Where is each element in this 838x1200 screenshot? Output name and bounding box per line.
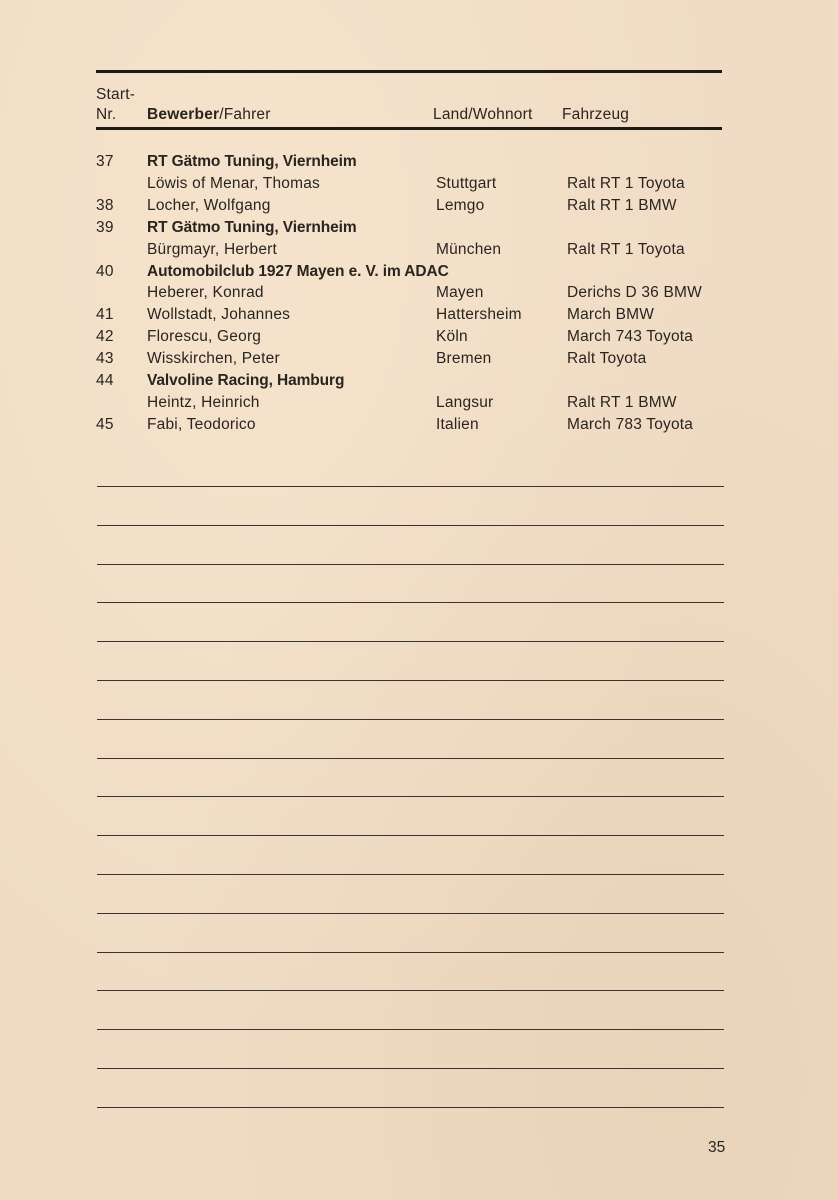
start-number: 45: [96, 415, 114, 433]
header-fahrer: /Fahrer: [219, 106, 271, 123]
header-fahrzeug: Fahrzeug: [562, 106, 630, 123]
entry-row: [0, 175, 838, 197]
entrant-team-row: [0, 153, 838, 175]
start-number: 40: [96, 262, 114, 280]
page-number: 35: [708, 1139, 726, 1156]
header-start-label: Start-: [96, 86, 136, 103]
start-number: 39: [96, 218, 114, 236]
start-number: 42: [96, 328, 114, 346]
writing-line: [97, 758, 724, 759]
driver-name: Fabi, Teodorico: [147, 415, 256, 433]
writing-line: [97, 913, 724, 914]
header-nr-label: Nr.: [96, 106, 117, 123]
writing-line: [97, 680, 724, 681]
driver-name: Bürgmayr, Herbert: [147, 240, 278, 258]
entrant-name: RT Gätmo Tuning, Viernheim: [147, 153, 357, 170]
writing-line: [97, 990, 724, 991]
start-number: 38: [96, 196, 114, 214]
driver-name: Heintz, Heinrich: [147, 393, 260, 411]
hometown: Bremen: [436, 350, 492, 368]
writing-line: [97, 602, 724, 603]
vehicle: Ralt RT 1 Toyota: [567, 174, 685, 192]
writing-line: [97, 525, 724, 526]
hometown: München: [436, 240, 502, 258]
start-number: 44: [96, 372, 114, 389]
vehicle: March BMW: [567, 306, 655, 324]
header-bewerber: Bewerber: [147, 106, 220, 123]
driver-name: Locher, Wolfgang: [147, 196, 271, 214]
header-land-wohnort: Land/Wohnort: [433, 106, 533, 123]
entry-row: [0, 197, 838, 219]
vehicle: Ralt RT 1 BMW: [567, 393, 677, 411]
entrant-team-row: [0, 372, 838, 394]
driver-name: Heberer, Konrad: [147, 284, 264, 302]
driver-name: Wollstadt, Johannes: [147, 306, 291, 324]
hometown: Italien: [436, 415, 479, 433]
hometown: Lemgo: [436, 196, 485, 214]
driver-name: Löwis of Menar, Thomas: [147, 174, 320, 192]
vehicle: Ralt Toyota: [567, 350, 647, 368]
writing-line: [97, 564, 724, 565]
hometown: Köln: [436, 328, 468, 346]
entrant-team-row: [0, 219, 838, 241]
writing-line: [97, 1107, 724, 1108]
writing-line: [97, 1068, 724, 1069]
writing-line: [97, 796, 724, 797]
driver-name: Florescu, Georg: [147, 328, 262, 346]
entrant-name: Automobilclub 1927 Mayen e. V. im ADAC: [147, 262, 449, 280]
writing-line: [97, 719, 724, 720]
entry-row: [0, 416, 838, 438]
hometown: Stuttgart: [436, 174, 497, 192]
entry-row: [0, 241, 838, 263]
hometown: Mayen: [436, 284, 484, 302]
entrant-name: RT Gätmo Tuning, Viernheim: [147, 218, 357, 236]
start-number: 37: [96, 153, 114, 170]
entrant-name: Valvoline Racing, Hamburg: [147, 372, 345, 389]
driver-name: Wisskirchen, Peter: [147, 350, 280, 368]
entry-row: [0, 394, 838, 416]
hometown: Langsur: [436, 393, 494, 411]
vehicle: Ralt RT 1 Toyota: [567, 240, 685, 258]
entry-row: [0, 306, 838, 328]
start-number: 41: [96, 306, 114, 324]
writing-line: [97, 952, 724, 953]
entry-row: [0, 328, 838, 350]
entry-row: [0, 350, 838, 372]
header-bewerber-fahrer: [147, 106, 271, 124]
entrant-team-row: [0, 263, 838, 285]
hometown: Hattersheim: [436, 306, 522, 324]
writing-line: [97, 874, 724, 875]
writing-line: [97, 1029, 724, 1030]
header-rule: [96, 127, 722, 130]
vehicle: March 783 Toyota: [567, 415, 694, 433]
entry-row: [0, 284, 838, 306]
writing-line: [97, 835, 724, 836]
writing-line: [97, 486, 724, 487]
vehicle: Derichs D 36 BMW: [567, 284, 702, 302]
start-number: 43: [96, 350, 114, 368]
vehicle: Ralt RT 1 BMW: [567, 196, 677, 214]
writing-line: [97, 641, 724, 642]
vehicle: March 743 Toyota: [567, 328, 694, 346]
top-rule: [96, 70, 722, 73]
